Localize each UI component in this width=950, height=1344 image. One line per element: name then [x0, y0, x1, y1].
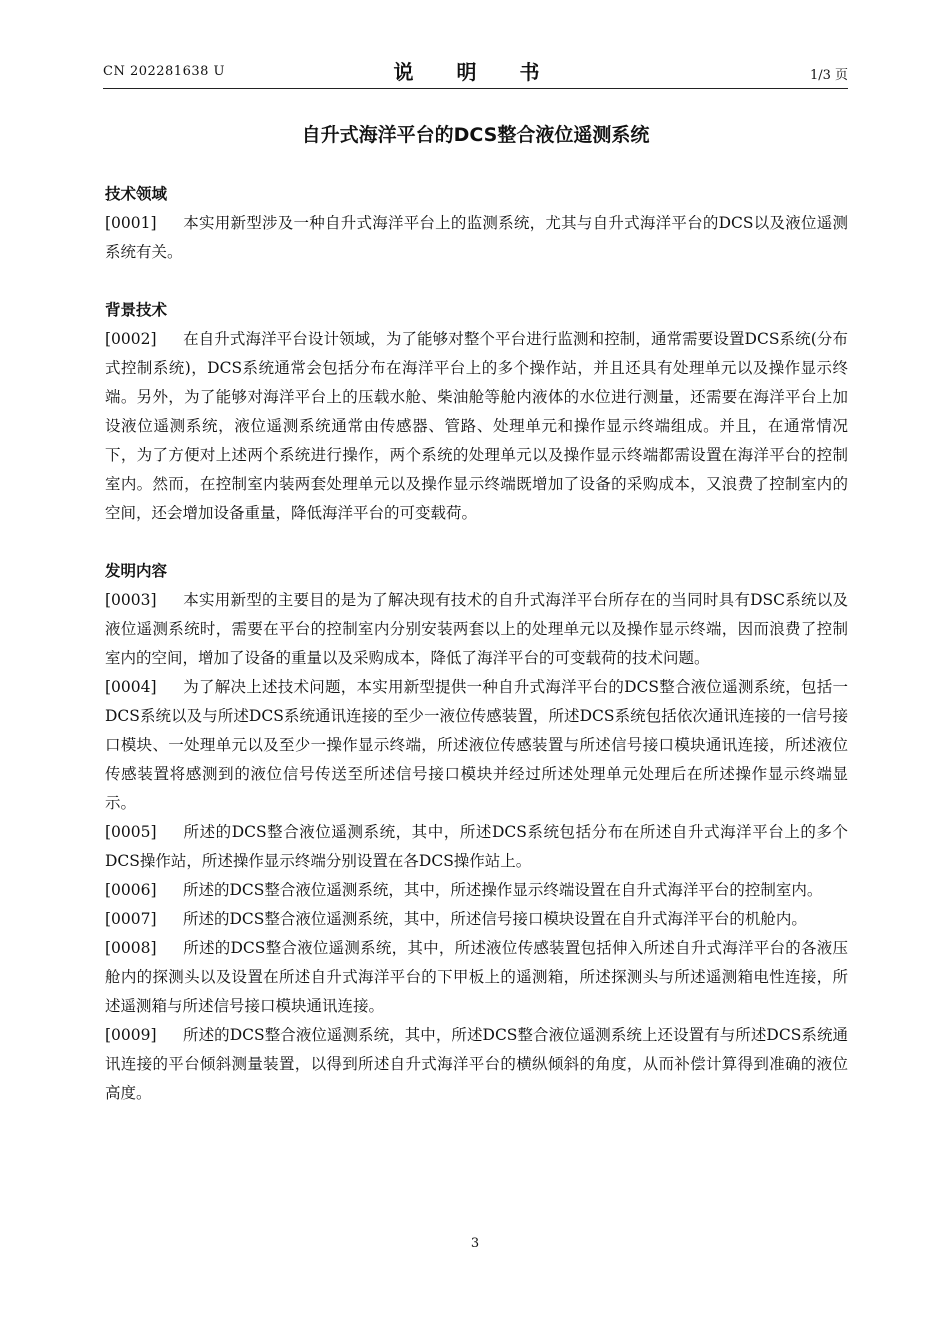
paragraph-0004: [105, 673, 848, 818]
section-heading-technical-field: 技术领域: [105, 185, 168, 203]
paragraph-text: 本实用新型的主要目的是为了解决现有技术的自升式海洋平台所存在的当同时具有DSC系统以及液位遥测系统时，需要在平台的控制室内分别安装两套以上的处理单元以及操作显示终端，因而浪费了控制室内的空间，增加了设备的重量以及采购成本，降低了海洋平台的可变载荷的技术问题。: [105, 591, 848, 667]
patent-number: CN 202281638 U: [103, 64, 225, 79]
paragraph-number: [0002]: [105, 330, 157, 348]
paragraph-text: 所述的DCS整合液位遥测系统，其中，所述DCS系统包括分布在所述自升式海洋平台上的多个DCS操作站，所述操作显示终端分别设置在各DCS操作站上。: [105, 823, 848, 870]
paragraph-0008: [105, 934, 848, 1021]
paragraph-text: 所述的DCS整合液位遥测系统，其中，所述液位传感装置包括伸入所述自升式海洋平台的各液压舱内的探测头以及设置在所述自升式海洋平台的下甲板上的遥测箱，所述探测头与所述遥测箱电性连接，所述遥测箱与所述信号接口模块通讯连接。: [105, 939, 848, 1015]
page-header: [103, 56, 848, 89]
document-title: 自升式海洋平台的DCS整合液位遥测系统: [301, 124, 650, 146]
header-title: 说 明 书: [393, 60, 558, 84]
paragraph-0003: [105, 586, 848, 673]
paragraph-text: 在自升式海洋平台设计领域，为了能够对整个平台进行监测和控制，通常需要设置DCS系统(分布式控制系统)，DCS系统通常会包括分布在海洋平台上的多个操作站，并且还具有处理单元以及操作显示终端。另外，为了能够对海洋平台上的压载水舱、柴油舱等舱内液体的水位进行测量，还需要在海洋平台上加设液位遥测系统，液位遥测系统通常由传感器、管路、处理单元和操作显示终端组成。并且，在通常情况下，为了方便对上述两个系统进行操作，两个系统的处理单元以及操作显示终端都需设置在海洋平台的控制室内。然而，在控制室内装两套处理单元以及操作显示终端既增加了设备的采购成本，又浪费了控制室内的空间，还会增加设备重量，降低海洋平台的可变载荷。: [105, 330, 848, 522]
section-heading-invention: 发明内容: [105, 562, 168, 580]
page-number: 3: [470, 1236, 480, 1251]
paragraph-text: 所述的DCS整合液位遥测系统，其中，所述操作显示终端设置在自升式海洋平台的控制室内。: [183, 881, 823, 899]
paragraph-0001: [105, 209, 848, 267]
paragraph-number: [0007]: [105, 910, 157, 928]
paragraph-0007: [105, 905, 848, 934]
paragraph-number: [0004]: [105, 678, 157, 696]
paragraph-text: 为了解决上述技术问题，本实用新型提供一种自升式海洋平台的DCS整合液位遥测系统，包括一DCS系统以及与所述DCS系统通讯连接的至少一液位传感装置，所述DCS系统包括依次通讯连接的一信号接口模块、一处理单元以及至少一操作显示终端，所述液位传感装置与所述信号接口模块通讯连接，所述液位传感装置将感测到的液位信号传送至所述信号接口模块并经过所述处理单元处理后在所述操作显示终端显示。: [105, 678, 848, 812]
header-page-label: 1/3 页: [809, 68, 848, 83]
paragraph-number: [0001]: [105, 214, 157, 232]
paragraph-number: [0008]: [105, 939, 157, 957]
paragraph-text: 本实用新型涉及一种自升式海洋平台上的监测系统，尤其与自升式海洋平台的DCS以及液位遥测系统有关。: [105, 214, 848, 261]
paragraph-0009: [105, 1021, 848, 1108]
paragraph-number: [0009]: [105, 1026, 157, 1044]
paragraph-0006: [105, 876, 848, 905]
paragraph-text: 所述的DCS整合液位遥测系统，其中，所述信号接口模块设置在自升式海洋平台的机舱内。: [183, 910, 807, 928]
paragraph-number: [0005]: [105, 823, 157, 841]
paragraph-text: 所述的DCS整合液位遥测系统，其中，所述DCS整合液位遥测系统上还设置有与所述DCS系统通讯连接的平台倾斜测量装置，以得到所述自升式海洋平台的横纵倾斜的角度，从而补偿计算得到准确的液位高度。: [105, 1026, 848, 1102]
paragraph-number: [0003]: [105, 591, 157, 609]
paragraph-0005: [105, 818, 848, 876]
document-body: [105, 180, 848, 1108]
paragraph-number: [0006]: [105, 881, 157, 899]
section-heading-background: 背景技术: [105, 301, 168, 319]
paragraph-0002: [105, 325, 848, 528]
